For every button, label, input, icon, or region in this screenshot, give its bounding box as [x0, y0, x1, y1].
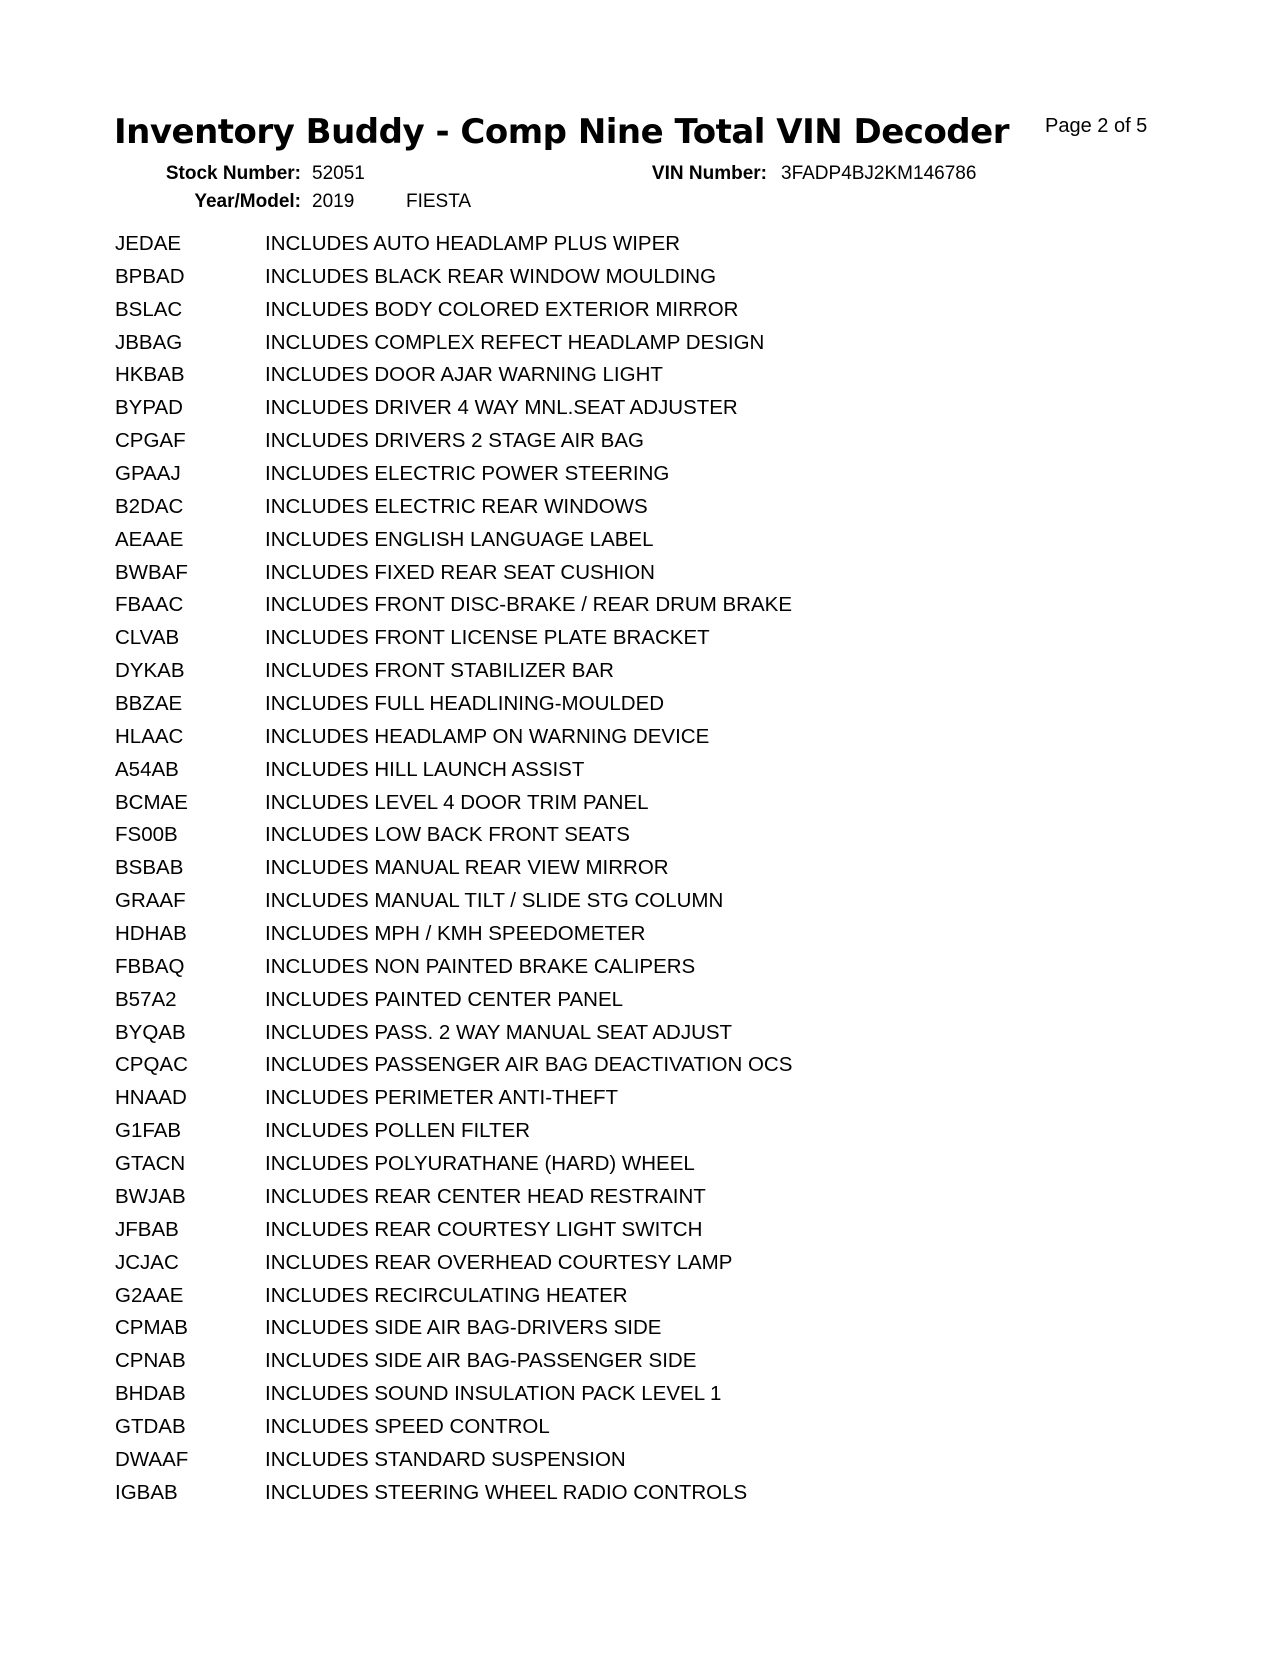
option-description: INCLUDES ELECTRIC REAR WINDOWS: [265, 494, 648, 518]
option-description: INCLUDES NON PAINTED BRAKE CALIPERS: [265, 954, 696, 978]
option-description: INCLUDES HEADLAMP ON WARNING DEVICE: [265, 724, 710, 748]
option-code: BSLAC: [115, 297, 183, 321]
list-item: [115, 688, 792, 721]
option-code: HDHAB: [115, 922, 187, 946]
option-code: HNAAD: [115, 1086, 187, 1110]
list-item: [115, 918, 792, 951]
page-number: Page 2 of 5: [1045, 115, 1148, 137]
option-code: BCMAE: [115, 790, 188, 814]
option-description: INCLUDES FRONT LICENSE PLATE BRACKET: [265, 626, 710, 650]
option-code: JFBAB: [115, 1217, 179, 1241]
option-description: INCLUDES AUTO HEADLAMP PLUS WIPER: [265, 232, 681, 255]
list-item: [115, 984, 792, 1017]
option-description: INCLUDES SOUND INSULATION PACK LEVEL 1: [265, 1382, 722, 1406]
option-description: INCLUDES COMPLEX REFECT HEADLAMP DESIGN: [265, 330, 765, 354]
option-description: INCLUDES BLACK REAR WINDOW MOULDING: [265, 264, 717, 288]
option-description: INCLUDES POLYURATHANE (HARD) WHEEL: [265, 1152, 695, 1176]
option-code: CPNAB: [115, 1349, 186, 1373]
list-item: [115, 787, 792, 820]
option-description: INCLUDES FRONT DISC-BRAKE / REAR DRUM BRAKE: [265, 593, 793, 617]
list-item: [115, 1247, 792, 1280]
option-description: INCLUDES PASS. 2 WAY MANUAL SEAT ADJUST: [265, 1020, 733, 1044]
option-description: INCLUDES RECIRCULATING HEATER: [265, 1283, 628, 1307]
document-title: Inventory Buddy - Comp Nine Total VIN Decoder: [114, 112, 1009, 152]
option-code: FBBAQ: [115, 954, 185, 978]
option-description: INCLUDES MPH / KMH SPEEDOMETER: [265, 922, 646, 946]
vin-number-value: 3FADP4BJ2KM146786: [781, 163, 977, 184]
option-description: INCLUDES PERIMETER ANTI-THEFT: [265, 1086, 619, 1110]
option-code: G1FAB: [115, 1119, 182, 1143]
option-description: INCLUDES BODY COLORED EXTERIOR MIRROR: [265, 297, 739, 321]
list-item: [115, 1312, 792, 1345]
option-code: JCJAC: [115, 1250, 179, 1274]
list-item: [115, 458, 792, 491]
option-description: INCLUDES REAR COURTESY LIGHT SWITCH: [265, 1217, 703, 1241]
option-code: A54AB: [115, 757, 179, 781]
option-code: BSBAB: [115, 856, 184, 880]
option-description: INCLUDES SPEED CONTROL: [265, 1414, 550, 1438]
option-code: AEAAE: [115, 527, 184, 551]
option-description: INCLUDES ELECTRIC POWER STEERING: [265, 462, 670, 486]
option-description: INCLUDES DOOR AJAR WARNING LIGHT: [265, 363, 663, 387]
option-code-list: [115, 228, 792, 1510]
option-code: B2DAC: [115, 494, 184, 518]
list-item: [115, 524, 792, 557]
option-code: CPGAF: [115, 429, 186, 453]
list-item: [115, 1049, 792, 1082]
list-item: [115, 327, 792, 360]
option-code: IGBAB: [115, 1480, 178, 1504]
option-description: INCLUDES STANDARD SUSPENSION: [265, 1447, 626, 1471]
list-item: [115, 359, 792, 392]
option-code: JBBAG: [115, 330, 183, 354]
list-item: [115, 1444, 792, 1477]
list-item: [115, 819, 792, 852]
option-code: HLAAC: [115, 724, 184, 748]
list-item: [115, 392, 792, 425]
year-value: 2019: [312, 191, 355, 212]
list-item: [115, 655, 792, 688]
list-item: [115, 294, 792, 327]
option-description: INCLUDES ENGLISH LANGUAGE LABEL: [265, 527, 654, 551]
option-code: BPBAD: [115, 264, 185, 288]
option-code: GPAAJ: [115, 462, 181, 486]
option-code: G2AAE: [115, 1283, 184, 1307]
option-code: BHDAB: [115, 1382, 186, 1406]
list-item: [115, 622, 792, 655]
option-description: INCLUDES DRIVER 4 WAY MNL.SEAT ADJUSTER: [265, 396, 738, 420]
list-item: [115, 1378, 792, 1411]
option-code: BBZAE: [115, 692, 183, 716]
vin-number-label: VIN Number:: [651, 163, 767, 184]
option-code: BYPAD: [115, 396, 183, 420]
option-description: INCLUDES LEVEL 4 DOOR TRIM PANEL: [265, 790, 649, 814]
option-code: GRAAF: [115, 889, 186, 913]
option-description: INCLUDES REAR CENTER HEAD RESTRAINT: [265, 1184, 706, 1208]
option-code: DWAAF: [115, 1447, 189, 1471]
option-description: INCLUDES STEERING WHEEL RADIO CONTROLS: [265, 1480, 748, 1504]
option-code: HKBAB: [115, 363, 185, 387]
list-item: [115, 425, 792, 458]
year-model-label: Year/Model:: [194, 191, 301, 212]
option-description: INCLUDES PASSENGER AIR BAG DEACTIVATION OCS: [265, 1053, 793, 1077]
option-code: FS00B: [115, 823, 178, 847]
list-item: [115, 1280, 792, 1313]
list-item: [115, 754, 792, 787]
list-item: [115, 1214, 792, 1247]
option-code: JEDAE: [115, 232, 182, 255]
option-code: BWJAB: [115, 1184, 186, 1208]
option-code: CLVAB: [115, 626, 180, 650]
list-item: [115, 589, 792, 622]
option-description: INCLUDES SIDE AIR BAG-PASSENGER SIDE: [265, 1349, 697, 1373]
list-item: [115, 1082, 792, 1115]
list-item: [115, 1181, 792, 1214]
list-item: [115, 721, 792, 754]
option-description: INCLUDES MANUAL TILT / SLIDE STG COLUMN: [265, 889, 724, 913]
list-item: [115, 557, 792, 590]
option-description: INCLUDES POLLEN FILTER: [265, 1119, 531, 1143]
option-code: GTACN: [115, 1152, 186, 1176]
stock-number-label: Stock Number:: [165, 163, 301, 184]
option-description: INCLUDES LOW BACK FRONT SEATS: [265, 823, 630, 847]
list-item: [115, 1411, 792, 1444]
list-item: [115, 1115, 792, 1148]
list-item: [115, 491, 792, 524]
list-item: [115, 951, 792, 984]
option-code: CPMAB: [115, 1316, 188, 1340]
list-item: [115, 1477, 792, 1510]
option-code: BYQAB: [115, 1020, 186, 1044]
stock-number-value: 52051: [312, 163, 365, 184]
option-description: INCLUDES SIDE AIR BAG-DRIVERS SIDE: [265, 1316, 662, 1340]
list-item: [115, 1017, 792, 1050]
option-description: INCLUDES HILL LAUNCH ASSIST: [265, 757, 585, 781]
option-description: INCLUDES FRONT STABILIZER BAR: [265, 659, 614, 683]
list-item: [115, 228, 792, 261]
list-item: [115, 852, 792, 885]
option-code: CPQAC: [115, 1053, 188, 1077]
option-code: BWBAF: [115, 560, 188, 584]
option-code: B57A2: [115, 987, 177, 1011]
list-item: [115, 1345, 792, 1378]
option-description: INCLUDES PAINTED CENTER PANEL: [265, 987, 624, 1011]
option-code: DYKAB: [115, 659, 185, 683]
list-item: [115, 885, 792, 918]
option-code: GTDAB: [115, 1414, 186, 1438]
option-description: INCLUDES FIXED REAR SEAT CUSHION: [265, 560, 655, 584]
option-description: INCLUDES MANUAL REAR VIEW MIRROR: [265, 856, 669, 880]
option-code: FBAAC: [115, 593, 184, 617]
list-item: [115, 1148, 792, 1181]
list-item: [115, 261, 792, 294]
option-description: INCLUDES DRIVERS 2 STAGE AIR BAG: [265, 429, 644, 453]
option-description: INCLUDES FULL HEADLINING-MOULDED: [265, 692, 665, 716]
model-value: FIESTA: [406, 191, 472, 212]
option-description: INCLUDES REAR OVERHEAD COURTESY LAMP: [265, 1250, 733, 1274]
